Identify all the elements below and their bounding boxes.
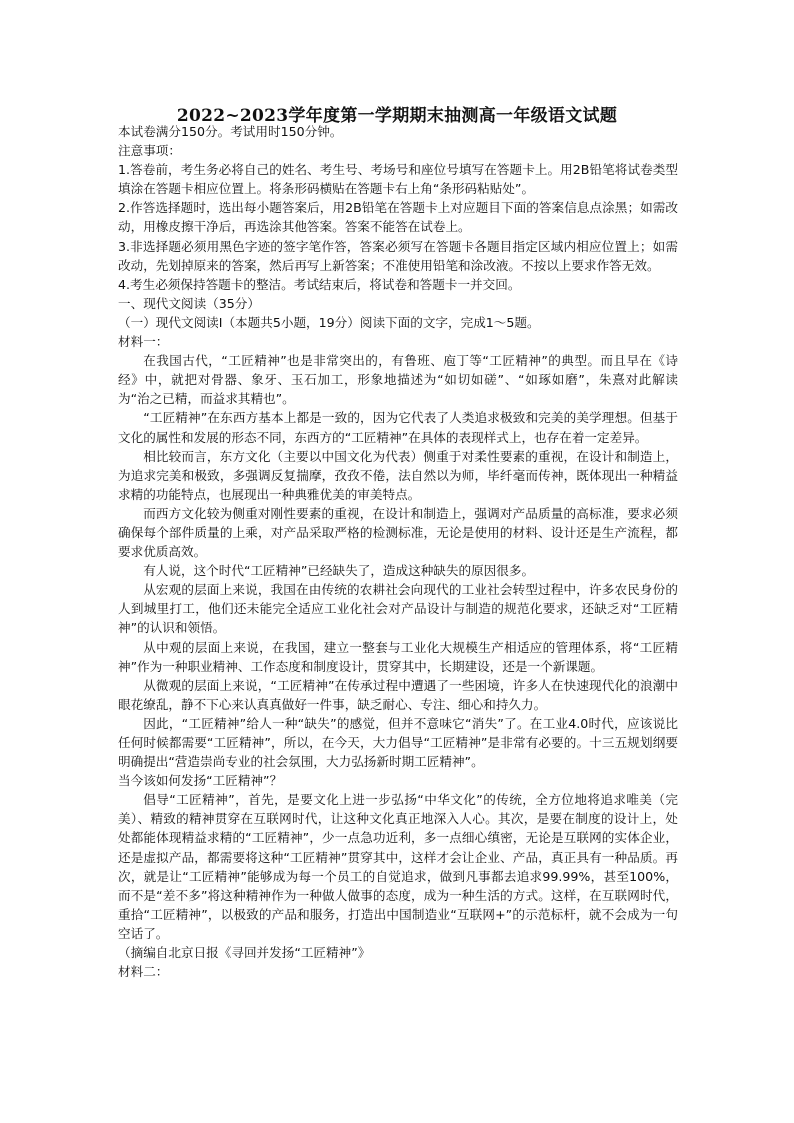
paragraph: 材料二： — [118, 964, 169, 980]
paragraph: 相比较而言，东方文化（主要以中国文化为代表）侧重于对柔性要素的重视，在设计和制造上，为追求完美和极致，多强调反复揣摩，孜孜不倦，法自然以为师，毕纤毫而传神，既体现出一种精益求精的功能特点，也展现出一种典雅优美的审美特点。 — [118, 448, 678, 502]
paragraph: 从中观的层面上来说，在我国，建立一整套与工业化大规模生产相适应的管理体系，将“工匠精神”作为一种职业精神、工作态度和制度设计，贯穿其中，长期建设，还是一个新课题。 — [118, 639, 678, 674]
paragraph: （摘编自北京日报《寻回并发扬“工匠精神”》 — [118, 945, 371, 961]
paragraph: 一、现代文阅读（35分） — [118, 295, 260, 311]
paragraph: 本试卷满分150分。考试用时150分钟。 — [118, 124, 343, 139]
paragraph: 因此，“工匠精神”给人一种“缺失”的感觉，但并不意味它“消失”了。在工业4.0时代，应该说比任何时候都需要“工匠精神”，所以，在今天，大力倡导“工匠精神”是非常有必要的。十三五规划纲要明确提出“营造崇尚专业的社会氛围，大力弘扬新时期工匠精神”。 — [118, 715, 678, 770]
paragraph: 而西方文化较为侧重对刚性要素的重视，在设计和制造上，强调对产品质量的高标准，要求必须确保每个部件质量的上乘，对产品采取严格的检测标准，无论是使用的材料、设计还是生产流程，都要求优质高效。 — [118, 505, 678, 560]
paragraph: 1.答卷前，考生务必将自己的姓名、考生号、考场号和座位号填写在答题卡上。用2B铅笔将试卷类型填涂在答题卡相应位置上。将条形码横贴在答题卡右上角“条形码粘贴处”。 — [118, 162, 678, 197]
paragraph: 4.考生必须保持答题卡的整洁。考试结束后，将试卷和答题卡一并交回。 — [118, 276, 521, 292]
paragraph: 从微观的层面上来说，“工匠精神”在传承过程中遭遇了一些困境，许多人在快速现代化的浪潮中眼花缭乱，静不下心来认真真做好一件事，缺乏耐心、专注、细心和持久力。 — [118, 677, 678, 712]
exam-body — [118, 122, 678, 981]
paragraph: 3.非选择题必须用黑色字迹的签字笔作答，答案必须写在答题卡各题目指定区域内相应位置上；如需改动，先划掉原来的答案，然后再写上新答案；不准使用铅笔和涂改液。不按以上要求作答无效。 — [118, 238, 678, 273]
paragraph: 注意事项： — [118, 143, 181, 159]
paragraph: “工匠精神”在东西方基本上都是一致的，因为它代表了人类追求极致和完美的美学理想。但基于文化的属性和发展的形态不同，东西方的“工匠精神”在具体的表现样式上，也存在着一定差异。 — [118, 410, 678, 445]
paragraph: 倡导“工匠精神”，首先，是要文化上进一步弘扬“中华文化”的传统，全方位地将追求唯美（完美）、精致的精神贯穿在互联网时代，让这种文化真正地深入人心。其次，是要在制度的设计上，处处都能体现精益求精的“工匠精神”，少一点急功近利，多一点细心缜密，无论是互联网的实体企业，还是虚拟产品，都需要将这种“工匠精神”贯穿其中，这样才会让企业、产品，真正具有一种品质。再次，就是让“工匠精神”能够成为每一个员工的自觉追求，做到凡事都去追求99.99%，甚至100%，而不是“差不多”将这种精神作为一种做人做事的态度，成为一种生活的方式。这样，在互联网时代，重拾“工匠精神”，以极致的产品和服务，打造出中国制造业“互联网+”的示范标杆，就不会成为一句空话了。 — [118, 792, 678, 941]
paragraph: 在我国古代，“工匠精神”也是非常突出的，有鲁班、庖丁等“工匠精神”的典型。而且早在《诗经》中，就把对骨器、象牙、玉石加工，形象地描述为“如切如磋”、“如琢如磨”，朱熹对此解读为“治之已精，而益求其精也”。 — [118, 353, 678, 407]
paragraph: 从宏观的层面上来说，我国在由传统的农耕社会向现代的工业社会转型过程中，许多农民身份的人到城里打工，他们还未能完全适应工业化社会对产品设计与制造的规范化要求，还缺乏对“工匠精神”的认识和领悟。 — [118, 582, 678, 636]
paragraph: 2.作答选择题时，选出每小题答案后，用2B铅笔在答题卡上对应题目下面的答案信息点涂黑；如需改动，用橡皮擦干净后，再选涂其他答案。答案不能答在试卷上。 — [118, 200, 678, 235]
paragraph: 有人说，这个时代“工匠精神”已经缺失了，造成这种缺失的原因很多。 — [143, 563, 535, 579]
paragraph: 材料一： — [118, 334, 169, 350]
paragraph: （一）现代文阅读Ⅰ（本题共5小题，19分）阅读下面的文字，完成1～5题。 — [118, 314, 540, 330]
page-title: 2022~2023学年度第一学期期末抽测高一年级语文试题 — [176, 106, 618, 126]
paragraph: 当今该如何发扬“工匠精神”？ — [118, 773, 283, 789]
